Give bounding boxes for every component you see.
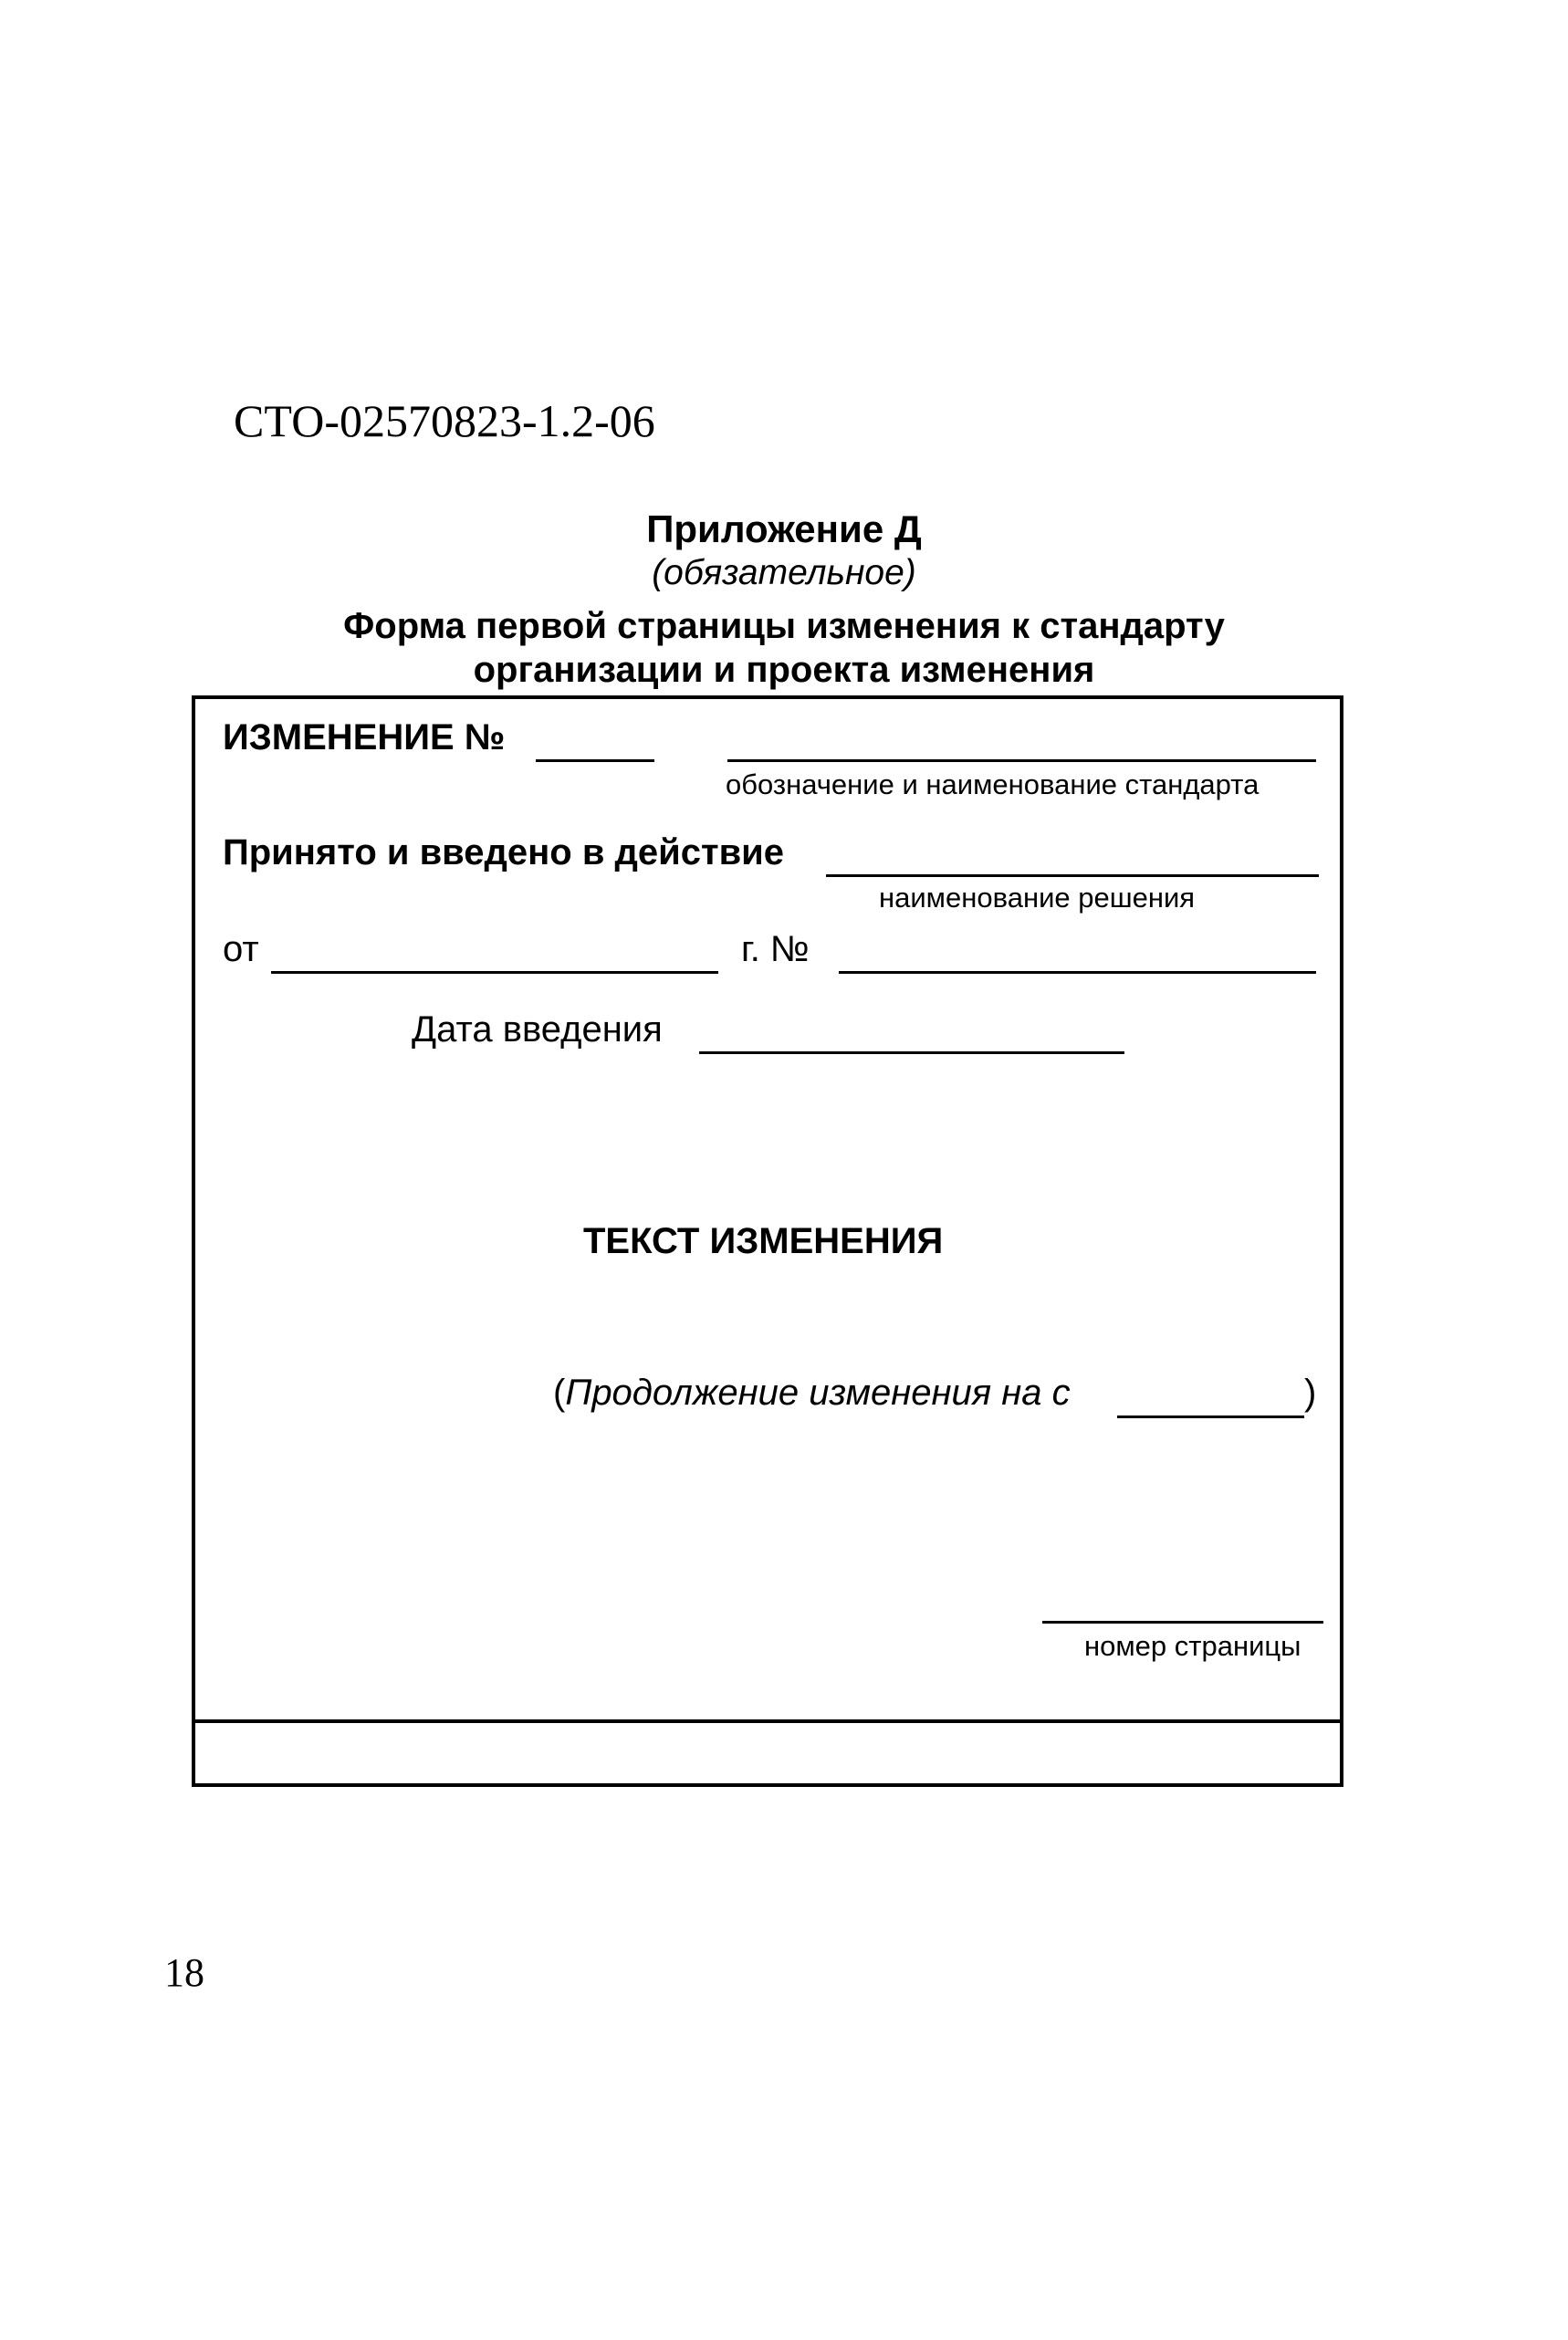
change-text-heading: ТЕКСТ ИЗМЕНЕНИЯ xyxy=(583,1221,944,1261)
continuation-close-paren: ) xyxy=(1304,1373,1317,1413)
continuation-page-field[interactable] xyxy=(1117,1415,1304,1418)
effective-date-label: Дата введения xyxy=(412,1009,663,1050)
continuation-text: Продолжение изменения на с xyxy=(565,1373,1071,1413)
form-caption-line-2: организации и проекта изменения xyxy=(473,650,1095,690)
appendix-status: (обязательное) xyxy=(652,553,916,592)
document-code: СТО-02570823-1.2-06 xyxy=(234,395,655,446)
page-number-field[interactable] xyxy=(1042,1621,1323,1624)
effective-date-field[interactable] xyxy=(699,1051,1124,1054)
change-number-label: ИЗМЕНЕНИЕ № xyxy=(223,717,506,757)
date-from-label: от xyxy=(223,929,259,969)
continuation-open-paren: ( xyxy=(553,1373,566,1413)
form-frame xyxy=(192,695,1343,1787)
decision-date-field[interactable] xyxy=(271,971,718,974)
decision-name-caption: наименование решения xyxy=(879,882,1196,914)
decision-name-field[interactable] xyxy=(826,874,1319,877)
page-number-caption: номер страницы xyxy=(1084,1630,1301,1662)
page-number: 18 xyxy=(164,1950,204,1995)
standard-designation-caption: обозначение и наименование стандарта xyxy=(726,768,1260,800)
appendix-title: Приложение Д xyxy=(646,507,922,550)
change-number-field[interactable] xyxy=(536,759,654,762)
continuation-note xyxy=(553,1373,1071,1414)
form-caption-line-1: Форма первой страницы изменения к стандарту xyxy=(343,606,1225,646)
standard-designation-field[interactable] xyxy=(727,759,1316,762)
decision-number-field[interactable] xyxy=(839,971,1316,974)
frame-divider xyxy=(195,1719,1340,1723)
decision-number-label: г. № xyxy=(741,929,810,969)
adopted-label: Принято и введено в действие xyxy=(223,832,785,872)
